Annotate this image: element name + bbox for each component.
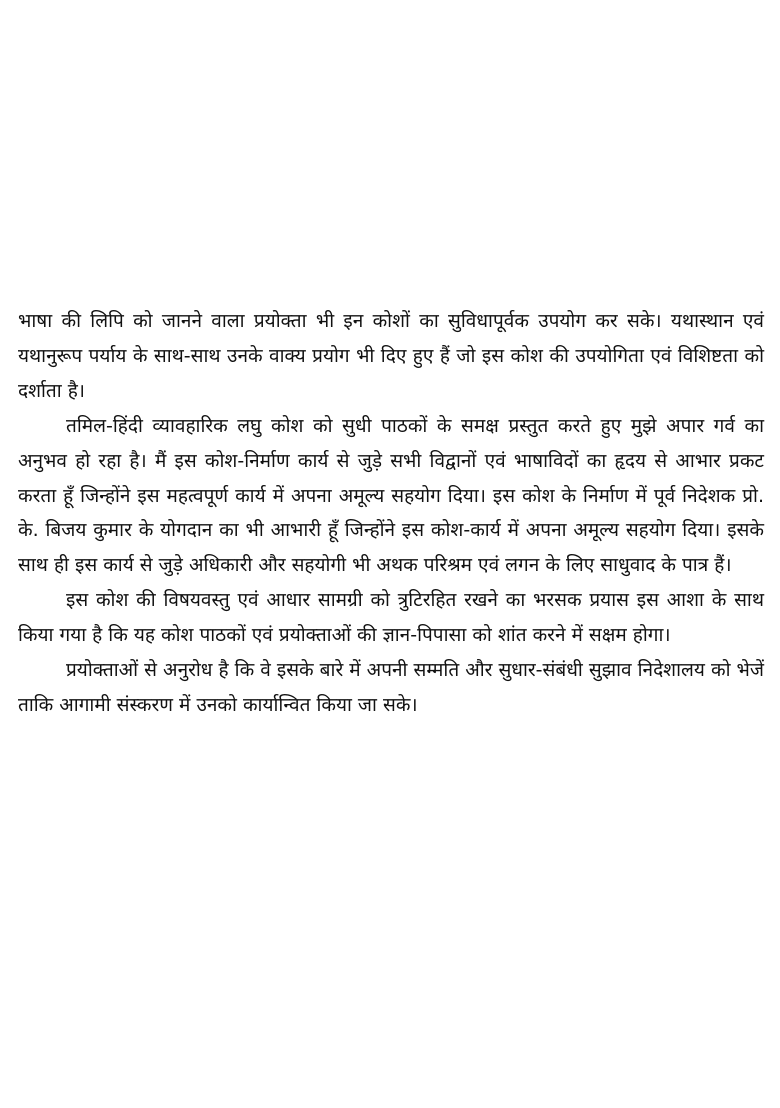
paragraph-acknowledgement: तमिल-हिंदी व्यावहारिक लघु कोश को सुधी पाठकों के समक्ष प्रस्तुत करते हुए मुझे अपार गर्व का अनुभव हो रहा है। मैं इस कोश-निर्माण कार्य से जुड़े सभी विद्वानों एवं भाषाविदों का हृदय से आभार प्रकट करता हूँ जिन्होंने इस महत्वपूर्ण कार्य में अपना अमूल्य सहयोग दिया। इस कोश के निर्माण में पूर्व निदेशक प्रो. के. बिजय कुमार के योगदान का भी आभारी हूँ जिन्होंने इस कोश-कार्य में अपना अमूल्य सहयोग दिया। इसके साथ ही इस कार्य से जुड़े अधिकारी और सहयोगी भी अथक परिश्रम एवं लगन के लिए साधुवाद के पात्र हैं। <box>18 414 764 577</box>
document-page <box>18 304 764 723</box>
paragraph-content-accuracy: इस कोश की विषयवस्तु एवं आधार सामग्री को त्रुटिरहित रखने का भरसक प्रयास इस आशा के साथ किया गया है कि यह कोश पाठकों एवं प्रयोक्ताओं की ज्ञान-पिपासा को शांत करने में सक्षम होगा। <box>18 589 764 647</box>
paragraph-intro-continuation: भाषा की लिपि को जानने वाला प्रयोक्ता भी इन कोशों का सुविधापूर्वक उपयोग कर सके। यथास्थान एवं यथानुरूप पर्याय के साथ-साथ उनके वाक्य प्रयोग भी दिए हुए हैं जो इस कोश की उपयोगिता एवं विशिष्टता को दर्शाता है। <box>18 310 764 402</box>
paragraph-feedback-request: प्रयोक्ताओं से अनुरोध है कि वे इसके बारे में अपनी सम्मति और सुधार-संबंधी सुझाव निदेशालय को भेजें ताकि आगामी संस्करण में उनको कार्यान्वित किया जा सके। <box>18 659 764 716</box>
